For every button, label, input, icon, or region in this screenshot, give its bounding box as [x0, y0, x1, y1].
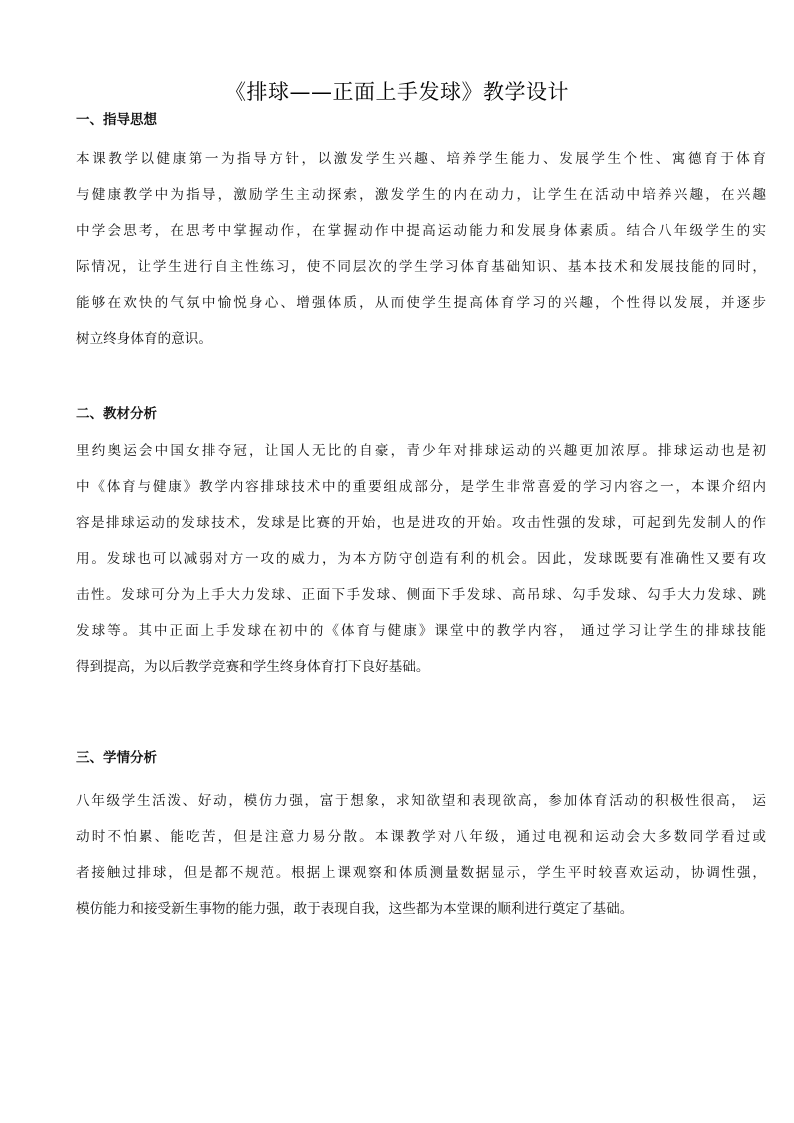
document-title: 《排球——正面上手发球》教学设计: [225, 80, 569, 104]
paragraph-line: 与健康教学中为指导，激励学生主动探索，激发学生的内在动力，让学生在活动中培养兴趣，在兴趣: [76, 187, 766, 203]
paragraph-line: 者接触过排球，但是都不规范。根据上课观察和体质测量数据显示，学生平时较喜欢运动，协调性强，: [76, 865, 766, 881]
section-heading-learner-analysis: 三、学情分析: [76, 750, 157, 766]
section-heading-guiding-ideology: 一、指导思想: [76, 112, 157, 128]
paragraph-line: 里约奥运会中国女排夺冠，让国人无比的自豪，青少年对排球运动的兴趣更加浓厚。排球运动也是初: [76, 443, 766, 459]
paragraph-line: 发球等。其中正面上手发球在初中的《体育与健康》课堂中的教学内容， 通过学习让学生的排球技能: [76, 623, 766, 639]
paragraph-line: 能够在欢快的气氛中愉悦身心、增强体质，从而使学生提高体育学习的兴趣，个性得以发展，并逐步: [76, 295, 766, 311]
section-heading-material-analysis: 二、教材分析: [76, 406, 157, 422]
paragraph-line: 得到提高，为以后教学竞赛和学生终身体育打下良好基础。: [76, 659, 430, 675]
paragraph-line: 容是排球运动的发球技术，发球是比赛的开始，也是进攻的开始。攻击性强的发球，可起到先发制人的作: [76, 515, 766, 531]
paragraph-line: 际情况，让学生进行自主性练习，使不同层次的学生学习体育基础知识、基本技术和发展技能的同时，: [76, 259, 766, 275]
section-body-learner-analysis: [76, 783, 766, 927]
paragraph-line: 模仿能力和接受新生事物的能力强，敢于表现自我，这些都为本堂课的顺利进行奠定了基础。: [76, 901, 634, 917]
paragraph-line: 用。发球也可以减弱对方一攻的威力，为本方防守创造有利的机会。因此，发球既要有准确性又要有攻: [76, 551, 766, 567]
section-body-guiding-ideology: [76, 141, 766, 357]
paragraph-line: 中《体育与健康》教学内容排球技术中的重要组成部分，是学生非常喜爱的学习内容之一，本课介绍内: [76, 479, 766, 495]
section-body-material-analysis: [76, 433, 766, 685]
paragraph-line: 击性。发球可分为上手大力发球、正面下手发球、侧面下手发球、高吊球、勾手发球、勾手大力发球、跳: [76, 587, 766, 603]
paragraph-line: 八年级学生活泼、好动，模仿力强，富于想象，求知欲望和表现欲高，参加体育活动的积极性很高， 运: [76, 793, 766, 809]
paragraph-line: 树立终身体育的意识。: [76, 331, 212, 347]
paragraph-line: 本课教学以健康第一为指导方针，以激发学生兴趣、培养学生能力、发展学生个性、寓德育于体育: [76, 151, 766, 167]
paragraph-line: 动时不怕累、能吃苦，但是注意力易分散。本课教学对八年级，通过电视和运动会大多数同学看过或: [76, 829, 766, 845]
paragraph-line: 中学会思考，在思考中掌握动作，在掌握动作中提高运动能力和发展身体素质。结合八年级学生的实: [76, 223, 766, 239]
